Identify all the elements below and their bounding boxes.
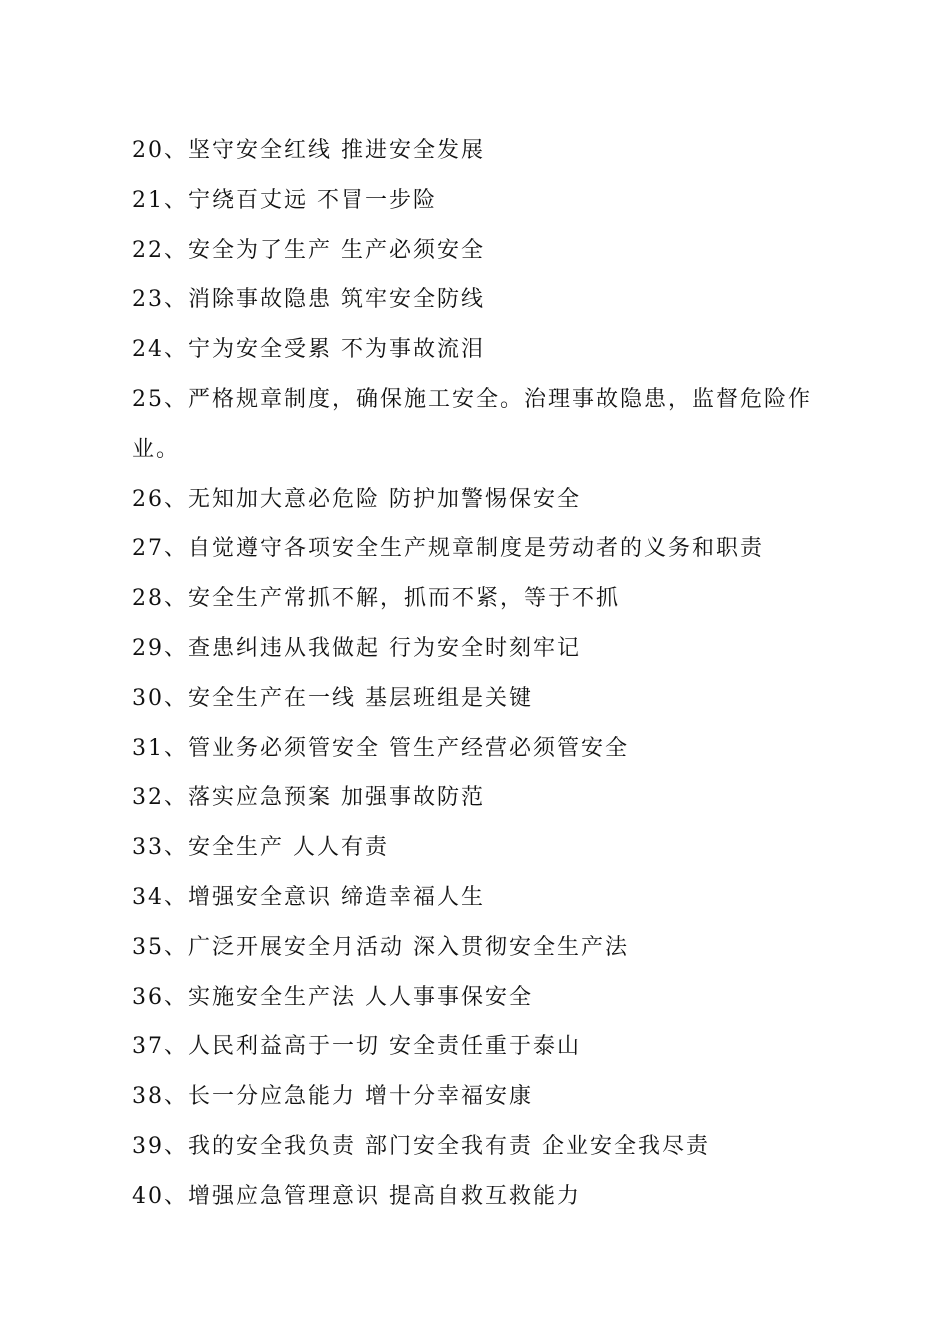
slogan-list (132, 126, 822, 1222)
slogan-line-28: 28、安全生产常抓不解，抓而不紧，等于不抓 (132, 586, 620, 612)
slogan-line-21: 21、宁绕百丈远 不冒一步险 (132, 187, 437, 213)
slogan-line-25-continued: 业。 (132, 436, 181, 462)
slogan-line-38: 38、长一分应急能力 增十分幸福安康 (132, 1084, 533, 1110)
slogan-line-33: 33、安全生产 人人有责 (132, 835, 389, 861)
slogan-line-27: 27、自觉遵守各项安全生产规章制度是劳动者的义务和职责 (132, 536, 764, 562)
slogan-line-29: 29、查患纠违从我做起 行为安全时刻牢记 (132, 635, 581, 661)
slogan-line-22: 22、安全为了生产 生产必须安全 (132, 237, 485, 263)
slogan-line-34: 34、增强安全意识 缔造幸福人生 (132, 884, 485, 910)
slogan-line-35: 35、广泛开展安全月活动 深入贯彻安全生产法 (132, 934, 629, 960)
slogan-line-32: 32、落实应急预案 加强事故防范 (132, 785, 485, 811)
slogan-line-23: 23、消除事故隐患 筑牢安全防线 (132, 287, 485, 313)
slogan-line-30: 30、安全生产在一线 基层班组是关键 (132, 685, 533, 711)
slogan-line-20: 20、坚守安全红线 推进安全发展 (132, 138, 485, 163)
slogan-line-25: 25、严格规章制度，确保施工安全。治理事故隐患，监督危险作 (132, 386, 812, 412)
slogan-line-39: 39、我的安全我负责 部门安全我有责 企业安全我尽责 (132, 1133, 710, 1159)
slogan-line-37: 37、人民利益高于一切 安全责任重于泰山 (132, 1034, 581, 1060)
slogan-line-26: 26、无知加大意必危险 防护加警惕保安全 (132, 486, 581, 512)
slogan-line-36: 36、实施安全生产法 人人事事保安全 (132, 984, 533, 1010)
slogan-line-40: 40、增强应急管理意识 提高自救互救能力 (132, 1183, 581, 1209)
slogan-line-31: 31、管业务必须管安全 管生产经营必须管安全 (132, 735, 629, 761)
slogan-line-24: 24、宁为安全受累 不为事故流泪 (132, 337, 485, 363)
